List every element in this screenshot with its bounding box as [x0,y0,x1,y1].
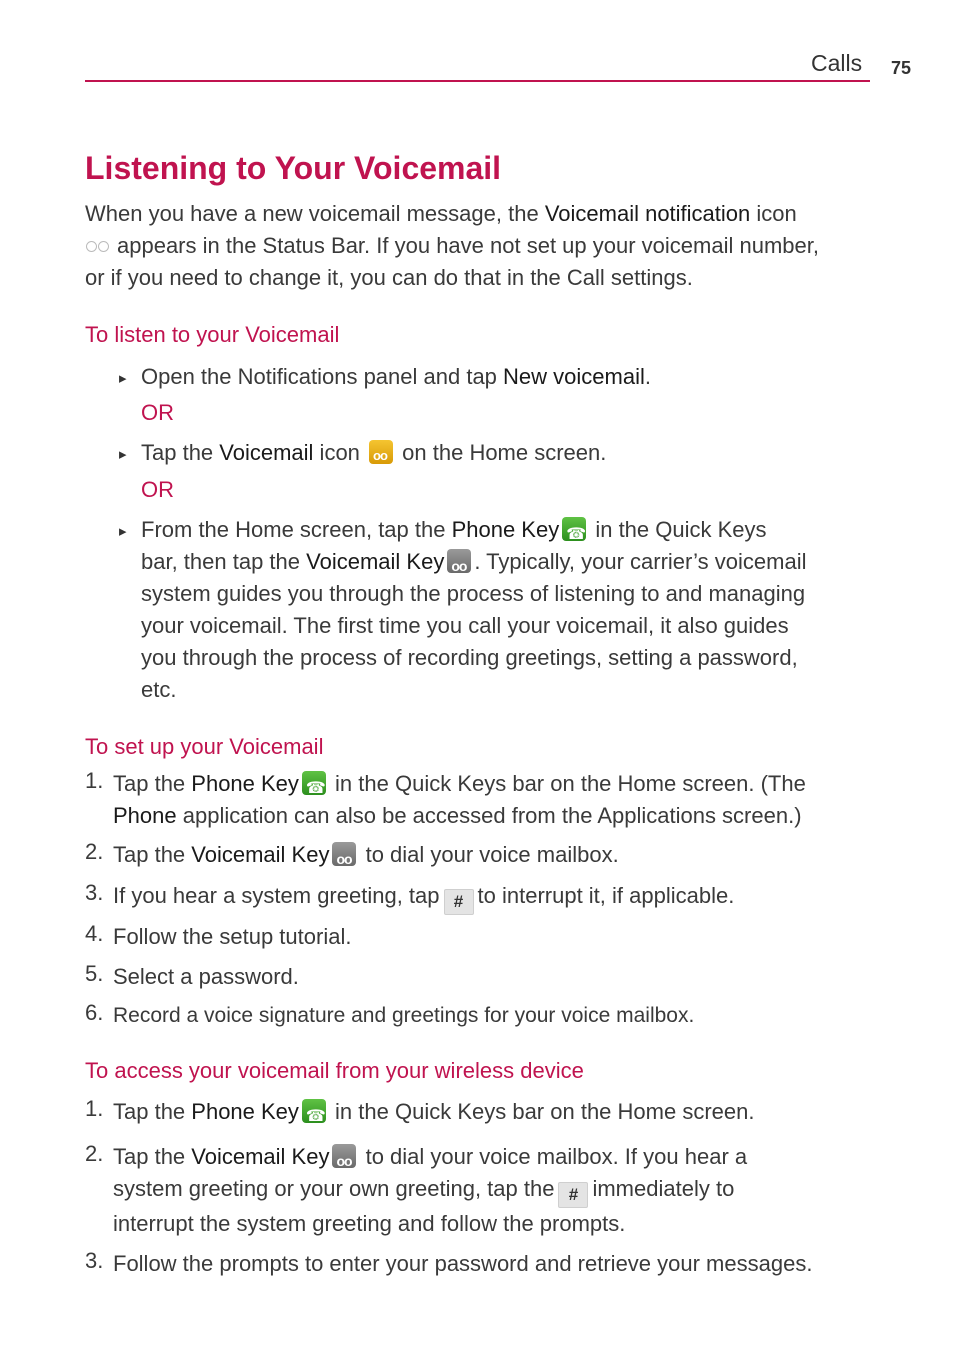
step-number: 3. [85,1248,104,1273]
text: . Typically, your carrier’s voicemail [474,549,807,574]
hash-key-icon: # [444,889,474,915]
phone-key-icon [302,1099,326,1123]
bold-text: Phone Key [451,517,560,542]
text: Tap the [113,842,192,867]
text: Tap the [141,440,220,465]
text: interrupt the system greeting and follow the prompts. [113,1211,626,1236]
bold-text: Phone [113,803,177,828]
text: Tap the [113,1144,192,1169]
bold-text: Voicemail [219,440,314,465]
voicemail-notification-icon [85,240,111,252]
bold-text: Voicemail Key [191,842,330,867]
step-number: 6. [85,1000,104,1025]
phone-key-icon [302,771,326,795]
step-number: 2. [85,1141,104,1166]
hash-key-icon: # [558,1182,588,1208]
text: to interrupt it, if applicable. [477,883,735,908]
phone-key-icon [562,517,586,541]
page-title: Listening to Your Voicemail [85,150,502,186]
bold-text: Phone Key [191,1099,299,1124]
step-number: 1. [85,768,104,793]
text: system guides you through the process of listening to and managing [141,581,806,606]
text: system greeting or your own greeting, tap the [113,1176,555,1201]
bullet-arrow-icon: ▸ [119,523,127,540]
voicemail-key-icon [332,1144,356,1168]
text: in the Quick Keys [589,517,767,542]
access-step-3 [113,1248,873,1280]
text: Open the Notifications panel and tap [141,364,504,389]
text: Tap the [113,1099,192,1124]
text: Record a voice signature and greetings for your voice mailbox. [113,1004,695,1027]
bullet-arrow-icon: ▸ [119,370,127,387]
intro-text: appears in the Status Bar. If you have not set up your voicemail number, [117,233,819,258]
access-step-1 [113,1096,873,1128]
header-rule [85,80,870,82]
bold-text: Voicemail Key [306,549,445,574]
listen-bullet-3 [141,514,876,706]
text: Select a password. [113,964,299,989]
intro-bold: Voicemail notification [544,201,751,226]
bullet-arrow-icon: ▸ [119,446,127,463]
text: in the Quick Keys bar on the Home screen. (The [328,771,806,796]
text: If you hear a system greeting, tap [113,883,440,908]
section-name: Calls [811,50,863,76]
voicemail-app-icon [369,440,393,464]
setup-step-5 [113,961,873,993]
subheading-access: To access your voicemail from your wireless device [85,1058,584,1083]
intro-paragraph [85,198,875,294]
bold-text: Phone Key [191,771,299,796]
subheading-setup: To set up your Voicemail [85,734,324,759]
intro-text: or if you need to change it, you can do that in the Call settings. [85,265,693,290]
text: icon [313,440,360,465]
step-number: 4. [85,921,104,946]
text: you through the process of recording greetings, setting a password, [141,645,798,670]
setup-step-2 [113,839,873,871]
voicemail-key-icon [332,842,356,866]
text: application can also be accessed from the Applications screen.) [176,803,802,828]
text: in the Quick Keys bar on the Home screen. [328,1099,755,1124]
text: etc. [141,677,177,702]
text: Tap the [113,771,192,796]
step-number: 3. [85,880,104,905]
text: From the Home screen, tap the [141,517,452,542]
text: to dial your voice mailbox. [359,842,619,867]
text: your voicemail. The first time you call your voicemail, it also guides [141,613,789,638]
text: Follow the prompts to enter your password and retrieve your messages. [113,1251,813,1276]
bold-text: New voicemail [503,364,645,389]
text: Follow the setup tutorial. [113,924,352,949]
intro-text: icon [750,201,797,226]
listen-bullet-1 [141,361,876,393]
step-number: 1. [85,1096,104,1121]
bold-text: Voicemail Key [191,1144,330,1169]
text: on the Home screen. [396,440,607,465]
listen-bullet-2 [141,437,876,469]
step-number: 2. [85,839,104,864]
setup-step-1 [113,768,873,832]
setup-step-4 [113,921,873,953]
or-label: OR [141,400,174,425]
setup-step-6 [113,1000,873,1032]
text: . [644,364,651,389]
text: bar, then tap the [141,549,307,574]
page-number: 75 [891,58,912,78]
text: to dial your voice mailbox. If you hear a [359,1144,748,1169]
intro-text: When you have a new voicemail message, the [85,201,545,226]
voicemail-key-icon [447,549,471,573]
step-number: 5. [85,961,104,986]
access-step-2 [113,1141,873,1240]
setup-step-3 [113,880,873,915]
subheading-listen: To listen to your Voicemail [85,322,340,347]
or-label: OR [141,477,174,502]
text: immediately to [592,1176,735,1201]
